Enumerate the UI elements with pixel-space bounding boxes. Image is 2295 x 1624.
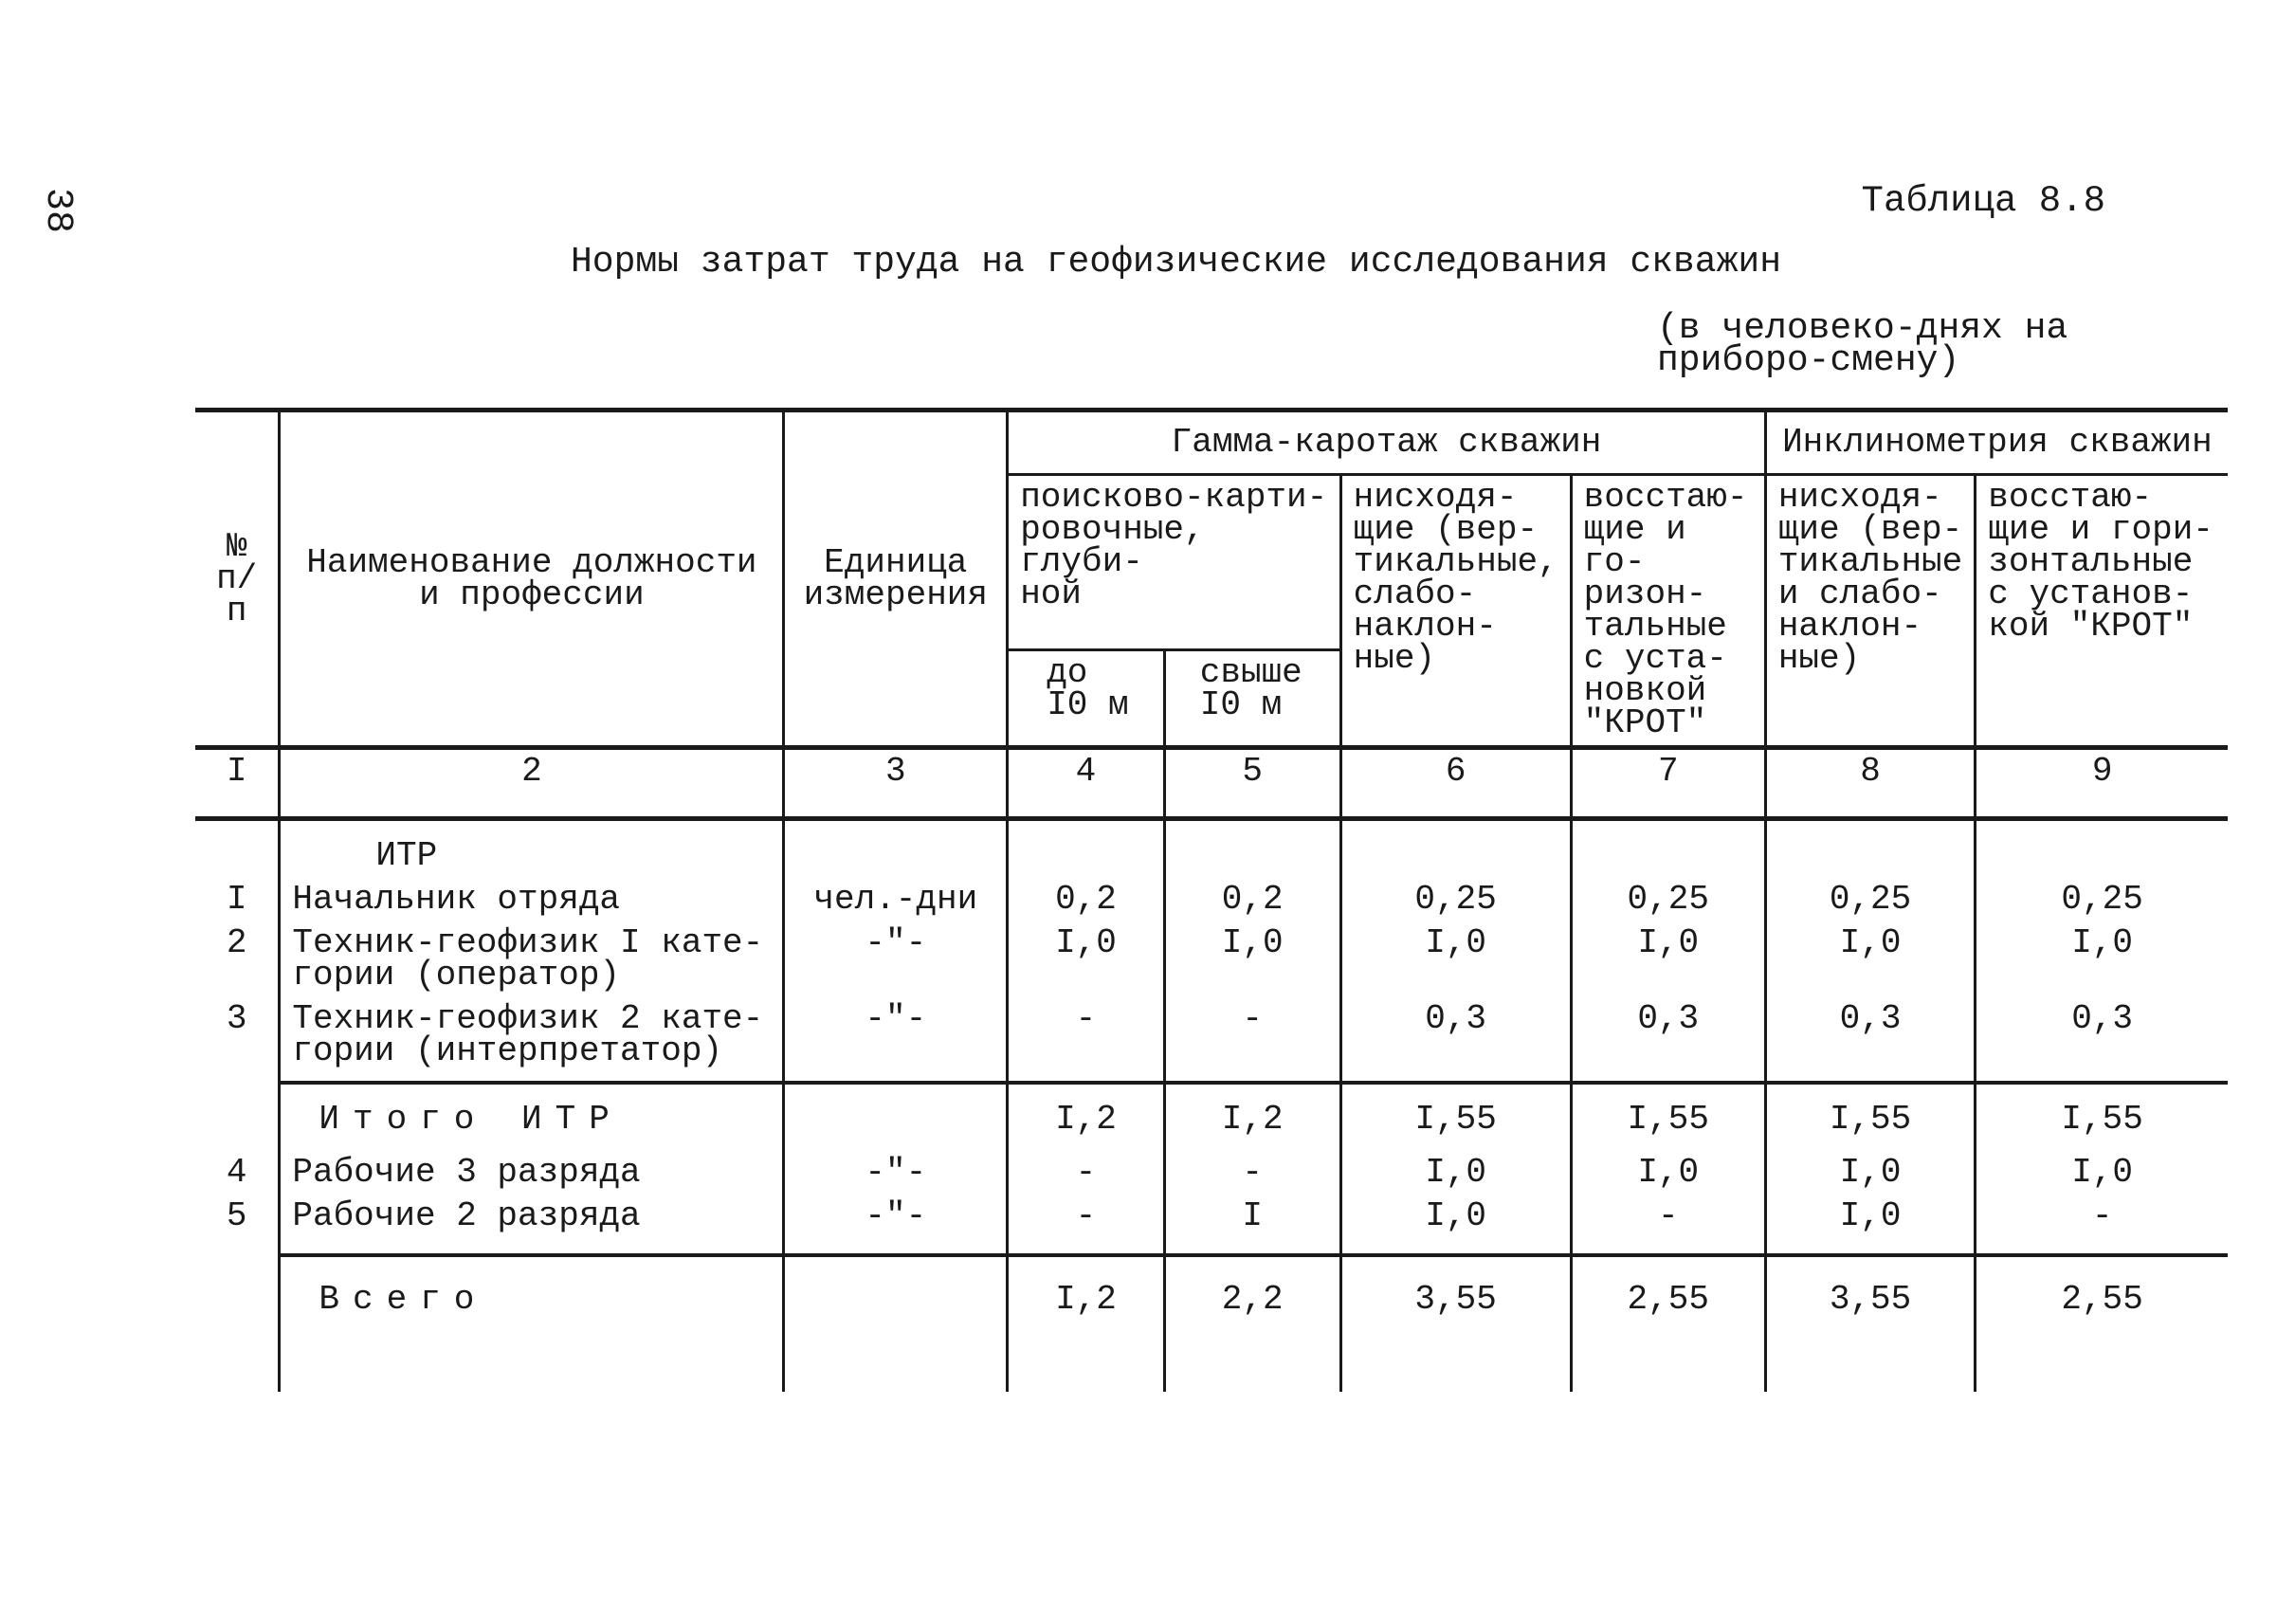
cell-value: 3,55 — [1340, 1255, 1571, 1392]
cell-value: I,55 — [1571, 1083, 1765, 1151]
table-row — [195, 997, 2228, 1083]
row-position: Техник-геофизик I кате- гории (оператор) — [280, 921, 784, 997]
table-label: Таблица 8.8 — [1861, 180, 2105, 222]
cell-value: I,0 — [1571, 1151, 1765, 1195]
cell-value: - — [1164, 997, 1340, 1083]
table-row — [195, 1195, 2228, 1255]
grand-total-row — [195, 1255, 2228, 1392]
table-row — [195, 1151, 2228, 1195]
header-unit: Единица измерения — [784, 411, 1008, 748]
column-number: 8 — [1765, 748, 1975, 819]
cell-value: I,2 — [1008, 1083, 1165, 1151]
cell-value: I,0 — [1571, 921, 1765, 997]
cell-value: 0,3 — [1571, 997, 1765, 1083]
units-line-1: (в человеко-днях на — [1657, 308, 2068, 349]
cell-value: I,2 — [1008, 1255, 1165, 1392]
norms-table — [195, 408, 2228, 1392]
header-depth-over-10m: свыше I0 м — [1164, 650, 1340, 748]
row-unit: чел.-дни — [784, 878, 1008, 921]
cell-value: - — [1008, 1195, 1165, 1255]
cell-value: 0,3 — [1340, 997, 1571, 1083]
cell-value: I,0 — [1765, 1151, 1975, 1195]
header-inclinometry: Инклинометрия скважин — [1765, 411, 2228, 475]
cell-value: - — [1976, 1195, 2228, 1255]
column-number: 3 — [784, 748, 1008, 819]
row-position: Начальник отряда — [280, 878, 784, 921]
cell-value: I,2 — [1164, 1083, 1340, 1151]
total-itr-row — [195, 1083, 2228, 1151]
cell-value: 0,3 — [1976, 997, 2228, 1083]
column-number: 6 — [1340, 748, 1571, 819]
header-search-mapping: поисково-карти- ровочные, глуби- ной — [1008, 475, 1340, 650]
row-number: I — [195, 878, 280, 921]
cell-value: 0,25 — [1340, 878, 1571, 921]
cell-value: I,55 — [1976, 1083, 2228, 1151]
grand-total-label: Всего — [280, 1255, 784, 1392]
cell-value: I,0 — [1340, 1195, 1571, 1255]
column-number: 7 — [1571, 748, 1765, 819]
row-unit: -"- — [784, 921, 1008, 997]
cell-value: 0,25 — [1571, 878, 1765, 921]
column-number-row — [195, 748, 2228, 819]
units-line-2: приборо-смену) — [1657, 340, 1960, 381]
cell-value: I,0 — [1765, 921, 1975, 997]
row-unit: -"- — [784, 997, 1008, 1083]
cell-value: 2,55 — [1571, 1255, 1765, 1392]
row-number: 5 — [195, 1195, 280, 1255]
cell-value: I,0 — [1340, 1151, 1571, 1195]
column-number: 4 — [1008, 748, 1165, 819]
cell-value: I,0 — [1976, 1151, 2228, 1195]
cell-value: 0,25 — [1765, 878, 1975, 921]
cell-value: 0,2 — [1164, 878, 1340, 921]
row-unit: -"- — [784, 1151, 1008, 1195]
cell-value: - — [1164, 1151, 1340, 1195]
row-unit: -"- — [784, 1195, 1008, 1255]
cell-value: I,0 — [1976, 921, 2228, 997]
total-itr-label: Итого ИТР — [280, 1083, 784, 1151]
cell-value: 0,2 — [1008, 878, 1165, 921]
section-heading-row — [195, 819, 2228, 879]
page-number: 38 — [36, 188, 79, 234]
header-gamma-descending: нисходя- щие (вер- тикальные, слабо- наклон- ные) — [1340, 475, 1571, 748]
cell-value: - — [1571, 1195, 1765, 1255]
cell-value: I,55 — [1765, 1083, 1975, 1151]
cell-value: - — [1008, 1151, 1165, 1195]
header-incl-ascending: восстаю- щие и гори- зонтальные с установ- кой "КРОТ" — [1976, 475, 2228, 748]
header-position: Наименование должности и профессии — [280, 411, 784, 748]
cell-value: I,0 — [1008, 921, 1165, 997]
table-row — [195, 878, 2228, 921]
column-number: I — [195, 748, 280, 819]
section-itr-label: ИТР — [280, 819, 784, 879]
header-no: № п/п — [195, 411, 280, 748]
cell-value: - — [1008, 997, 1165, 1083]
row-position: Рабочие 3 разряда — [280, 1151, 784, 1195]
cell-value: 2,55 — [1976, 1255, 2228, 1392]
cell-value: 2,2 — [1164, 1255, 1340, 1392]
column-number: 5 — [1164, 748, 1340, 819]
row-position: Рабочие 2 разряда — [280, 1195, 784, 1255]
cell-value: 0,25 — [1976, 878, 2228, 921]
units-note — [1657, 308, 2150, 381]
column-number: 2 — [280, 748, 784, 819]
row-number: 2 — [195, 921, 280, 997]
document-title: Нормы затрат труда на геофизические исследования скважин — [570, 242, 1781, 283]
cell-value: 3,55 — [1765, 1255, 1975, 1392]
row-position: Техник-геофизик 2 кате- гории (интерпретатор) — [280, 997, 784, 1083]
cell-value: I,0 — [1340, 921, 1571, 997]
header-incl-descending: нисходя- щие (вер- тикальные и слабо- наклон- ные) — [1765, 475, 1975, 748]
row-number: 3 — [195, 997, 280, 1083]
cell-value: I — [1164, 1195, 1340, 1255]
header-depth-upto-10m: до I0 м — [1008, 650, 1165, 748]
column-number: 9 — [1976, 748, 2228, 819]
cell-value: I,0 — [1164, 921, 1340, 997]
header-gamma-logging: Гамма-каротаж скважин — [1008, 411, 1766, 475]
cell-value: 0,3 — [1765, 997, 1975, 1083]
cell-value: I,0 — [1765, 1195, 1975, 1255]
header-gamma-ascending: восстаю- щие и го- ризон- тальные с уста- новкой "КРОТ" — [1571, 475, 1765, 748]
table-row — [195, 921, 2228, 997]
cell-value: I,55 — [1340, 1083, 1571, 1151]
row-number: 4 — [195, 1151, 280, 1195]
